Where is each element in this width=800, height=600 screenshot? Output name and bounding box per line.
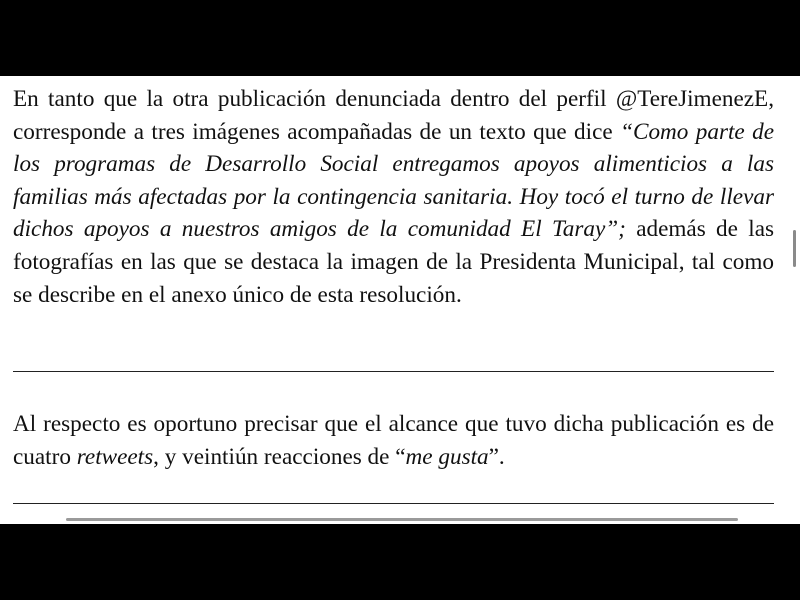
paragraph2-text-before: Al respecto es oportuno precisar que el alcance que tuvo dicha publicación es de cuatro (13, 411, 774, 470)
paragraph1-quote: “Como parte de los programas de Desarrollo Social entregamos apoyos alimenticios a las familias más afectadas por la contingencia sanitaria. Hoy tocó el turno de llevar dichos apoyos a nuestros amigos de la comunidad El Taray”; (13, 118, 775, 243)
document-page (0, 76, 800, 524)
paragraph-underline (13, 503, 774, 504)
paragraph1-text-after: además de las fotografías en las que se destaca la imagen de la Presidenta Municipal, tal como se describe en el anexo único de esta resolución. (13, 216, 775, 308)
paragraph-publication (13, 83, 774, 311)
retweets-term: retweets (76, 443, 154, 470)
horizontal-scrollbar[interactable] (66, 518, 738, 521)
paragraph2-text-after: ”. (488, 443, 505, 470)
paragraph-reach (13, 408, 774, 473)
me-gusta-term: me gusta (405, 443, 489, 470)
paragraph2-text-middle: , y veintiún reacciones de “ (153, 443, 406, 470)
paragraph-underline (13, 371, 774, 372)
paragraph1-text-before: En tanto que la otra publicación denunciada dentro del perfil @TereJimenezE, corresponde a tres imágenes acompañadas de un texto que dice (13, 86, 774, 145)
vertical-scrollbar[interactable] (793, 230, 796, 267)
